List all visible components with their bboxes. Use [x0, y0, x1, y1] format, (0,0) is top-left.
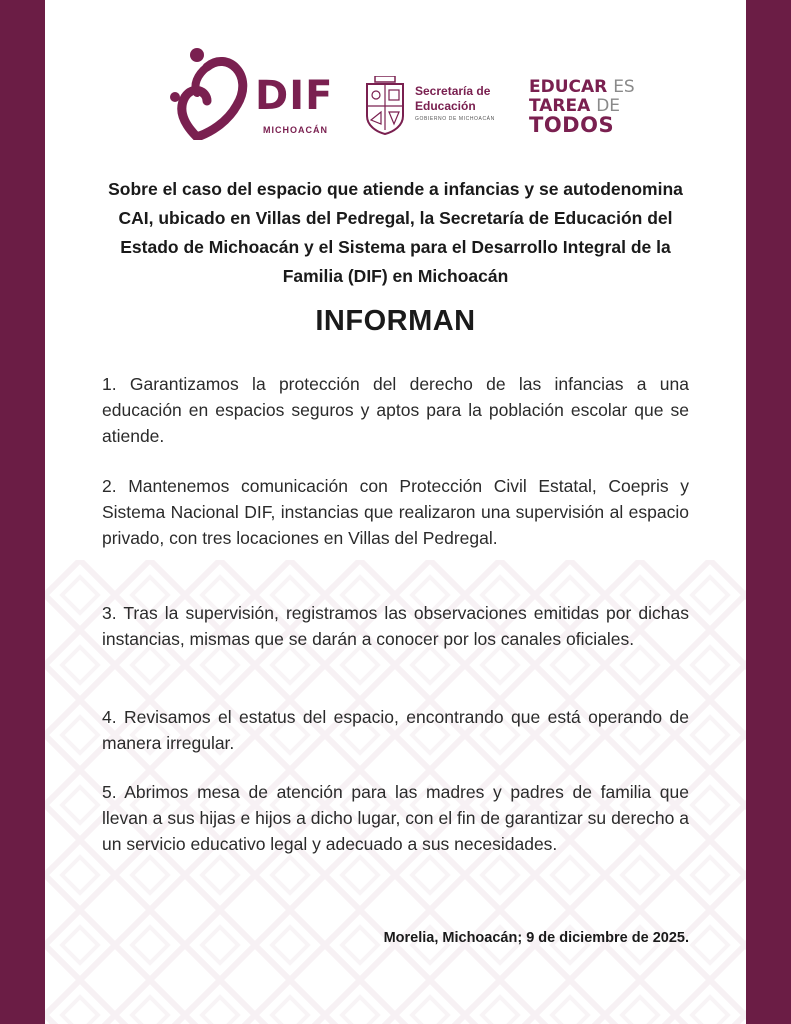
document-heading: Sobre el caso del espacio que atiende a infancias y se autodenomina CAI, ubicado en Villas del Pedregal, la Secretaría de Educación del Estado de Michoacán y el Sistema para el Desarrollo Integral de la Familia (DIF) en Michoacán	[108, 179, 683, 286]
item-3: 3. Tras la supervisión, registramos las observaciones emitidas por dichas instancias, mismas que se darán a conocer por los canales oficiales.	[102, 603, 689, 649]
item-2: 2. Mantenemos comunicación con Protección Civil Estatal, Coepris y Sistema Nacional DIF, instancias que realizaron una supervisión al espacio privado, con tres locaciones en Villas del Pedregal.	[102, 476, 689, 548]
tarea-word: TAREA	[529, 96, 591, 116]
todos-word: TODOS	[529, 113, 615, 137]
informan-title: INFORMAN	[315, 305, 476, 337]
secretaria-name: Secretaría de Educación	[415, 84, 491, 113]
item-4: 4. Revisamos el estatus del espacio, encontrando que está operando de manera irregular.	[102, 707, 689, 753]
dif-heart-icon	[167, 45, 257, 140]
right-border	[746, 0, 791, 1024]
de-word: DE	[596, 96, 621, 116]
secretaria-educacion-logo	[363, 76, 503, 136]
dif-subtitle: MICHOACÁN	[263, 125, 328, 135]
coat-of-arms-icon	[363, 76, 407, 136]
dif-logo	[167, 45, 332, 140]
header-logos	[45, 40, 746, 140]
document-page	[45, 0, 746, 1024]
educar-word: EDUCAR	[529, 77, 608, 97]
left-border	[0, 0, 45, 1024]
dif-wordmark: DIF	[255, 73, 334, 119]
gobierno-label: GOBIERNO DE MICHOACÁN	[415, 116, 495, 122]
item-1: 1. Garantizamos la protección del derecho de las infancias a una educación en espacios seguros y aptos para la población escolar que se atiende.	[102, 374, 689, 446]
date-line: Morelia, Michoacán; 9 de diciembre de 2025.	[383, 930, 689, 946]
es-word: ES	[613, 77, 635, 97]
item-5: 5. Abrimos mesa de atención para las madres y padres de familia que llevan a sus hijas e hijos a dicho lugar, con el fin de garantizar su derecho a un servicio educativo legal y adecuado a sus necesidades.	[102, 782, 689, 854]
educar-logo	[529, 78, 635, 135]
